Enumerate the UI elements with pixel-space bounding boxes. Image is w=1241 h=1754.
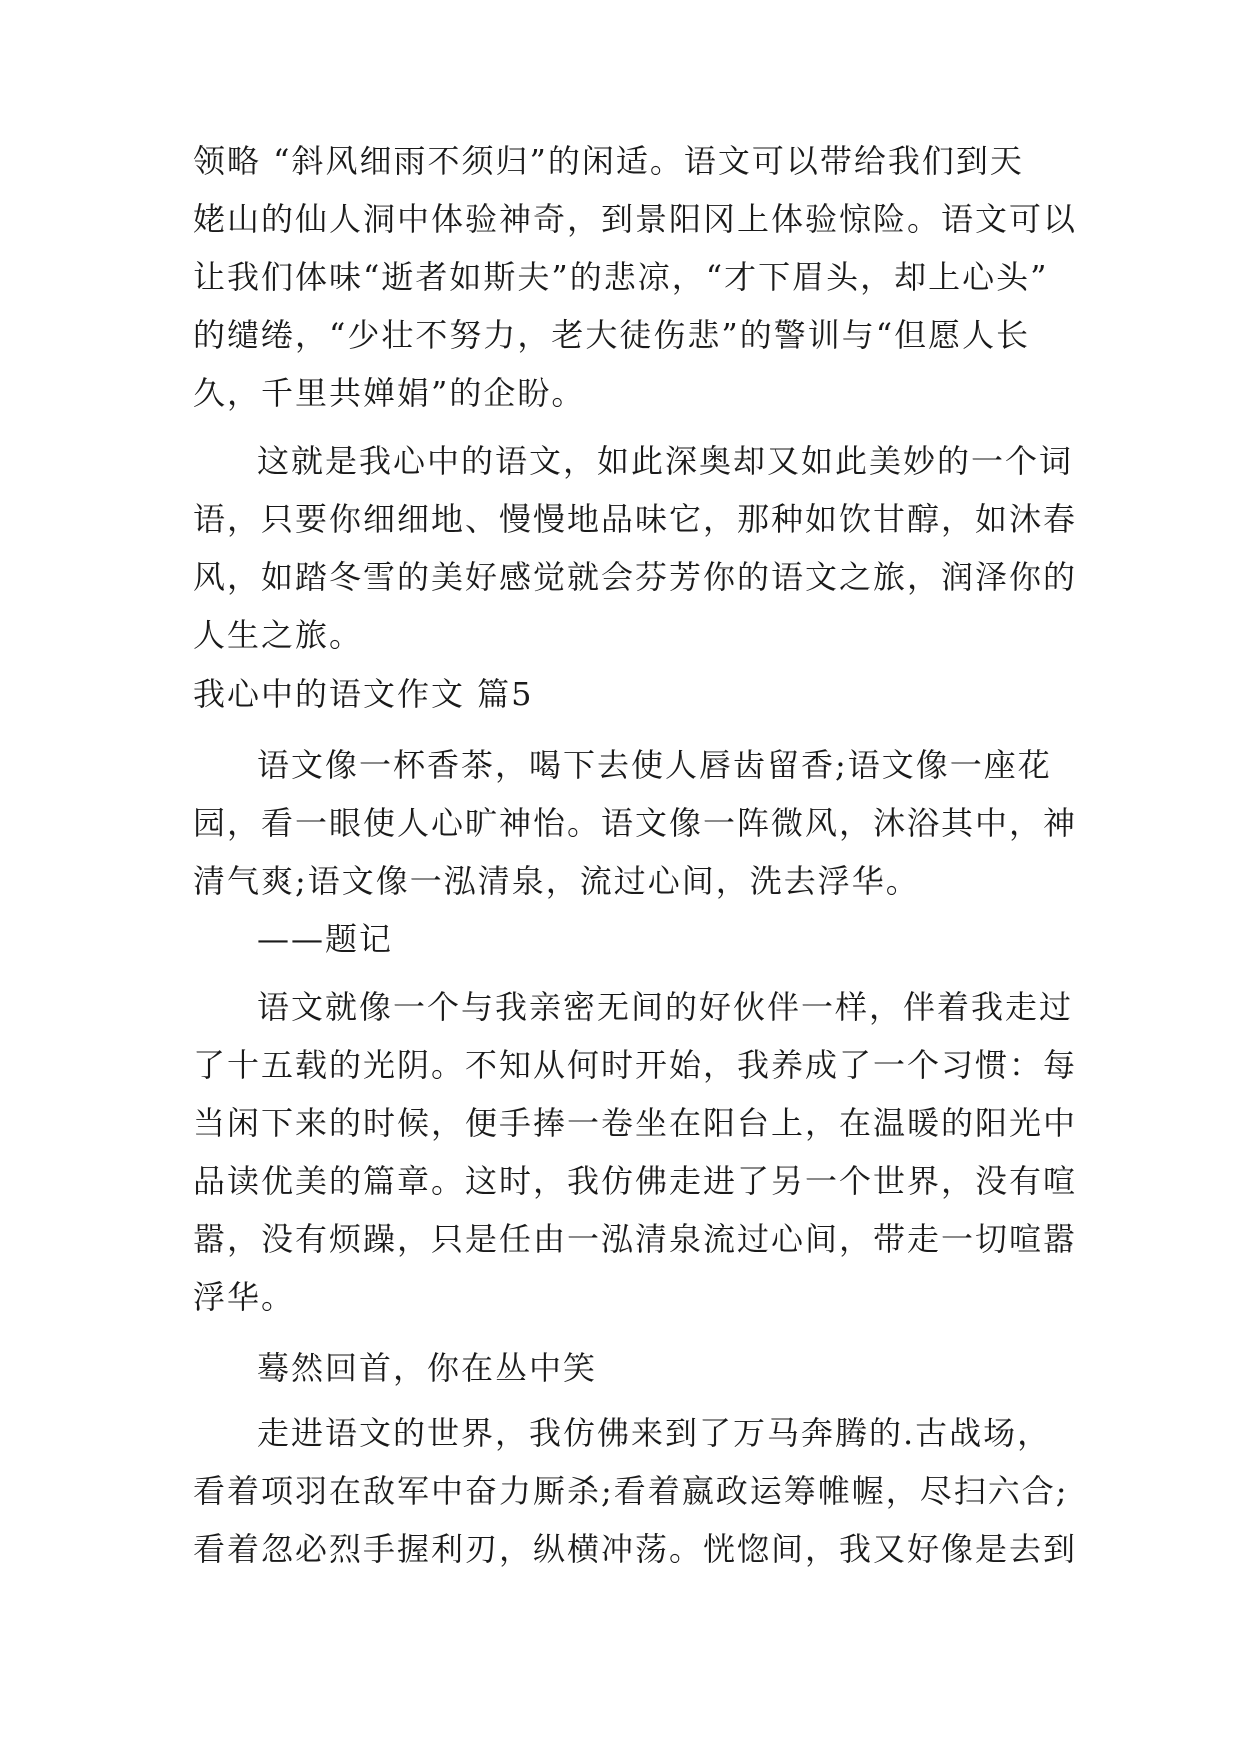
text-line: 语，只要你细细地、慢慢地品味它，那种如饮甘醇，如沐春 [193,500,1078,538]
text-line: 风，如踏冬雪的美好感觉就会芬芳你的语文之旅，润泽你的 [193,558,1078,596]
section-heading: 我心中的语文作文 篇5 [193,675,534,713]
text-line: 久，千里共婵娟”的企盼。 [193,374,586,412]
paragraph-first-line: 这就是我心中的语文，如此深奥却又如此美妙的一个词 [257,442,1074,480]
text-line: 嚣，没有烦躁，只是任由一泓清泉流过心间，带走一切喧嚣 [193,1220,1078,1258]
text-line: 品读优美的篇章。这时，我仿佛走进了另一个世界，没有喧 [193,1162,1078,1200]
text-line: 看着忽必烈手握利刃，纵横冲荡。恍惚间，我又好像是去到 [193,1530,1078,1568]
text-line: 看着项羽在敌军中奋力厮杀;看着嬴政运筹帷幄，尽扫六合; [193,1472,1069,1510]
text-line: 让我们体味“逝者如斯夫”的悲凉，“才下眉头，却上心头” [193,258,1049,296]
text-line: 人生之旅。 [193,616,364,654]
epigraph-attribution: ——题记 [257,920,394,958]
text-line: 领略 “斜风细雨不须归”的闲适。语文可以带给我们到天 [193,142,1024,180]
text-line: 浮华。 [193,1278,296,1316]
text-line: 的缱绻，“少壮不努力，老大徒伤悲”的警训与“但愿人长 [193,316,1031,354]
text-line: 姥山的仙人洞中体验神奇，到景阳冈上体验惊险。语文可以 [193,200,1078,238]
text-line: 了十五载的光阴。不知从何时开始，我养成了一个习惯：每 [193,1046,1078,1084]
text-line: 园，看一眼使人心旷神怡。语文像一阵微风，沐浴其中，神 [193,804,1078,842]
text-line: 当闲下来的时候，便手捧一卷坐在阳台上，在温暖的阳光中 [193,1104,1078,1142]
text-line: 清气爽;语文像一泓清泉，流过心间，洗去浮华。 [193,862,920,900]
paragraph-first-line: 走进语文的世界，我仿佛来到了万马奔腾的.古战场， [257,1414,1052,1452]
subheading-line: 蓦然回首，你在丛中笑 [257,1349,598,1387]
paragraph-first-line: 语文就像一个与我亲密无间的好伙伴一样，伴着我走过 [257,988,1074,1026]
paragraph-first-line: 语文像一杯香茶，喝下去使人唇齿留香;语文像一座花 [257,746,1052,784]
